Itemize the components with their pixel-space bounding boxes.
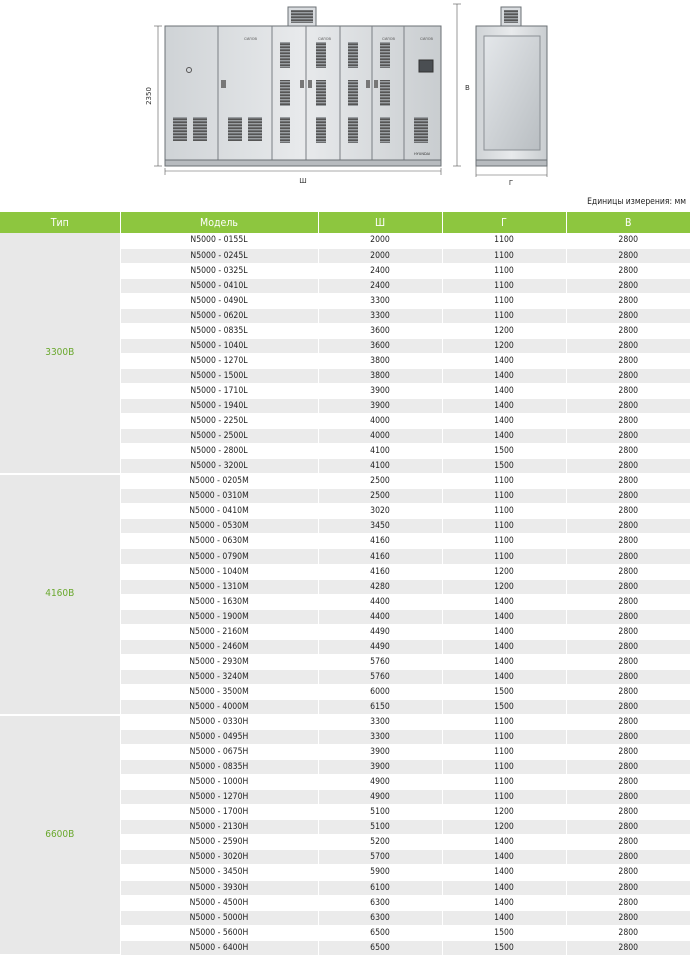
height-cell: 2800: [566, 564, 690, 579]
width-cell: 3800: [318, 353, 442, 368]
model-cell: N5000 - 0835L: [120, 323, 318, 338]
voltage-type-cell: 4160В: [0, 474, 120, 715]
width-cell: 4490: [318, 624, 442, 639]
model-cell: N5000 - 1630M: [120, 594, 318, 609]
width-cell: 4900: [318, 775, 442, 790]
height-cell: 2800: [566, 609, 690, 624]
model-cell: N5000 - 0410M: [120, 504, 318, 519]
depth-cell: 1100: [442, 549, 566, 564]
model-cell: N5000 - 3450H: [120, 865, 318, 880]
height-cell: 2800: [566, 519, 690, 534]
height-cell: 2800: [566, 805, 690, 820]
model-cell: N5000 - 2590H: [120, 835, 318, 850]
width-cell: 4160: [318, 534, 442, 549]
depth-cell: 1100: [442, 263, 566, 278]
depth-cell: 1100: [442, 519, 566, 534]
model-cell: N5000 - 0490L: [120, 293, 318, 308]
height-cell: 2800: [566, 624, 690, 639]
height-cell: 2800: [566, 248, 690, 263]
depth-cell: 1100: [442, 790, 566, 805]
model-cell: N5000 - 1040M: [120, 564, 318, 579]
depth-cell: 1400: [442, 594, 566, 609]
height-cell: 2800: [566, 760, 690, 775]
depth-cell: 1100: [442, 248, 566, 263]
model-cell: N5000 - 4500H: [120, 895, 318, 910]
width-cell: 3300: [318, 715, 442, 730]
front-view: [165, 7, 441, 166]
width-cell: 3300: [318, 730, 442, 745]
model-cell: N5000 - 1500L: [120, 368, 318, 383]
depth-cell: 1400: [442, 895, 566, 910]
height-cell: 2800: [566, 474, 690, 489]
width-cell: 3900: [318, 399, 442, 414]
depth-cell: 1400: [442, 910, 566, 925]
height-cell: 2800: [566, 323, 690, 338]
width-cell: 4160: [318, 564, 442, 579]
width-cell: 2400: [318, 278, 442, 293]
depth-cell: 1400: [442, 399, 566, 414]
side-view: [476, 7, 547, 166]
height-cell: 2800: [566, 233, 690, 248]
height-cell: 2800: [566, 715, 690, 730]
height-cell: 2800: [566, 459, 690, 474]
depth-cell: 1400: [442, 414, 566, 429]
model-cell: N5000 - 1940L: [120, 399, 318, 414]
depth-cell: 1100: [442, 534, 566, 549]
depth-cell: 1100: [442, 775, 566, 790]
width-cell: 6500: [318, 940, 442, 955]
table-header-row: [0, 212, 690, 233]
depth-cell: 1400: [442, 609, 566, 624]
width-cell: 5700: [318, 850, 442, 865]
model-cell: N5000 - 3240M: [120, 669, 318, 684]
model-cell: N5000 - 0245L: [120, 248, 318, 263]
model-cell: N5000 - 1310M: [120, 579, 318, 594]
height-cell: 2800: [566, 639, 690, 654]
depth-cell: 1400: [442, 624, 566, 639]
depth-cell: 1200: [442, 564, 566, 579]
model-cell: N5000 - 1000H: [120, 775, 318, 790]
height-cell: 2800: [566, 414, 690, 429]
width-cell: 4000: [318, 414, 442, 429]
model-cell: N5000 - 5000H: [120, 910, 318, 925]
model-cell: N5000 - 6400H: [120, 940, 318, 955]
brand-logo-text: HYUNDAI: [414, 152, 431, 156]
width-cell: 3020: [318, 504, 442, 519]
table-row: [0, 233, 690, 248]
height-cell: 2800: [566, 835, 690, 850]
header-height: В: [566, 212, 690, 233]
depth-cell: 1200: [442, 579, 566, 594]
depth-cell: 1500: [442, 925, 566, 940]
width-cell: 3450: [318, 519, 442, 534]
depth-cell: 1100: [442, 504, 566, 519]
header-model: Модель: [120, 212, 318, 233]
width-cell: 2400: [318, 263, 442, 278]
width-cell: 6300: [318, 895, 442, 910]
voltage-type-cell: 3300В: [0, 233, 120, 474]
model-cell: N5000 - 0310M: [120, 489, 318, 504]
width-cell: 3900: [318, 383, 442, 398]
model-cell: N5000 - 1040L: [120, 338, 318, 353]
height-cell: 2800: [566, 308, 690, 323]
height-cell: 2800: [566, 594, 690, 609]
width-cell: 4400: [318, 594, 442, 609]
model-cell: N5000 - 0835H: [120, 760, 318, 775]
width-cell: 5900: [318, 865, 442, 880]
width-cell: 4160: [318, 549, 442, 564]
height-cell: 2800: [566, 865, 690, 880]
depth-cell: 1400: [442, 429, 566, 444]
height-cell: 2800: [566, 880, 690, 895]
dimension-height-label: 2350: [145, 87, 153, 105]
units-note: Единицы измерения: мм: [587, 197, 686, 207]
width-cell: 3900: [318, 760, 442, 775]
height-cell: 2800: [566, 940, 690, 955]
width-cell: 3300: [318, 293, 442, 308]
height-cell: 2800: [566, 429, 690, 444]
height-cell: 2800: [566, 775, 690, 790]
dimension-width-label: Ш: [299, 177, 307, 185]
model-cell: N5000 - 0205M: [120, 474, 318, 489]
model-cell: N5000 - 2930M: [120, 654, 318, 669]
width-cell: 4490: [318, 639, 442, 654]
model-cell: N5000 - 1700H: [120, 805, 318, 820]
width-cell: 3800: [318, 368, 442, 383]
width-cell: 2000: [318, 248, 442, 263]
height-cell: 2800: [566, 699, 690, 714]
header-width: Ш: [318, 212, 442, 233]
panel-label-2: СИЛОВ: [318, 37, 331, 41]
depth-cell: 1200: [442, 820, 566, 835]
height-cell: 2800: [566, 745, 690, 760]
height-cell: 2800: [566, 504, 690, 519]
panel-label-1: СИЛОВ: [244, 37, 257, 41]
height-cell: 2800: [566, 353, 690, 368]
model-cell: N5000 - 2160M: [120, 624, 318, 639]
height-cell: 2800: [566, 895, 690, 910]
width-cell: 5760: [318, 654, 442, 669]
model-cell: N5000 - 5600H: [120, 925, 318, 940]
height-cell: 2800: [566, 368, 690, 383]
model-cell: N5000 - 2500L: [120, 429, 318, 444]
width-cell: 4900: [318, 790, 442, 805]
dimension-total-height-label: В: [465, 84, 470, 92]
depth-cell: 1500: [442, 940, 566, 955]
height-cell: 2800: [566, 820, 690, 835]
depth-cell: 1100: [442, 293, 566, 308]
depth-cell: 1400: [442, 669, 566, 684]
model-cell: N5000 - 1270L: [120, 353, 318, 368]
depth-cell: 1400: [442, 368, 566, 383]
width-cell: 6100: [318, 880, 442, 895]
model-cell: N5000 - 2250L: [120, 414, 318, 429]
depth-cell: 1400: [442, 639, 566, 654]
model-cell: N5000 - 0630M: [120, 534, 318, 549]
width-cell: 4100: [318, 444, 442, 459]
width-cell: 4100: [318, 459, 442, 474]
depth-cell: 1400: [442, 850, 566, 865]
model-cell: N5000 - 3020H: [120, 850, 318, 865]
depth-cell: 1500: [442, 444, 566, 459]
depth-cell: 1100: [442, 233, 566, 248]
height-cell: 2800: [566, 383, 690, 398]
model-cell: N5000 - 3200L: [120, 459, 318, 474]
model-cell: N5000 - 2800L: [120, 444, 318, 459]
height-cell: 2800: [566, 263, 690, 278]
depth-cell: 1400: [442, 353, 566, 368]
width-cell: 3300: [318, 308, 442, 323]
header-type: Тип: [0, 212, 120, 233]
width-cell: 6150: [318, 699, 442, 714]
height-cell: 2800: [566, 278, 690, 293]
model-cell: N5000 - 0675H: [120, 745, 318, 760]
spec-table: [0, 212, 690, 956]
height-cell: 2800: [566, 790, 690, 805]
model-cell: N5000 - 1270H: [120, 790, 318, 805]
model-cell: N5000 - 0410L: [120, 278, 318, 293]
width-cell: 4280: [318, 579, 442, 594]
depth-cell: 1100: [442, 730, 566, 745]
header-depth: Г: [442, 212, 566, 233]
depth-cell: 1500: [442, 459, 566, 474]
depth-cell: 1400: [442, 865, 566, 880]
table-row: [0, 474, 690, 489]
model-cell: N5000 - 1900M: [120, 609, 318, 624]
height-cell: 2800: [566, 579, 690, 594]
table-row: [0, 715, 690, 730]
width-cell: 5100: [318, 805, 442, 820]
height-cell: 2800: [566, 444, 690, 459]
width-cell: 3600: [318, 323, 442, 338]
panel-label-3: СИЛОВ: [382, 37, 395, 41]
model-cell: N5000 - 2130H: [120, 820, 318, 835]
width-cell: 3600: [318, 338, 442, 353]
depth-cell: 1100: [442, 489, 566, 504]
model-cell: N5000 - 0325L: [120, 263, 318, 278]
width-cell: 4400: [318, 609, 442, 624]
width-cell: 2000: [318, 233, 442, 248]
depth-cell: 1100: [442, 474, 566, 489]
width-cell: 2500: [318, 474, 442, 489]
width-cell: 5100: [318, 820, 442, 835]
depth-cell: 1500: [442, 699, 566, 714]
depth-cell: 1400: [442, 880, 566, 895]
width-cell: 6300: [318, 910, 442, 925]
width-cell: 4000: [318, 429, 442, 444]
depth-cell: 1100: [442, 760, 566, 775]
model-cell: N5000 - 0790M: [120, 549, 318, 564]
width-cell: 5760: [318, 669, 442, 684]
model-cell: N5000 - 1710L: [120, 383, 318, 398]
voltage-type-cell: 6600В: [0, 715, 120, 956]
model-cell: N5000 - 3930H: [120, 880, 318, 895]
width-cell: 6500: [318, 925, 442, 940]
depth-cell: 1100: [442, 715, 566, 730]
depth-cell: 1100: [442, 278, 566, 293]
model-cell: N5000 - 0495H: [120, 730, 318, 745]
depth-cell: 1200: [442, 805, 566, 820]
height-cell: 2800: [566, 654, 690, 669]
height-cell: 2800: [566, 293, 690, 308]
panel-label-4: СИЛОВ: [420, 37, 433, 41]
depth-cell: 1100: [442, 308, 566, 323]
height-cell: 2800: [566, 489, 690, 504]
depth-cell: 1200: [442, 338, 566, 353]
table-body: [0, 233, 690, 955]
model-cell: N5000 - 0620L: [120, 308, 318, 323]
height-cell: 2800: [566, 534, 690, 549]
height-cell: 2800: [566, 925, 690, 940]
height-cell: 2800: [566, 669, 690, 684]
depth-cell: 1400: [442, 383, 566, 398]
model-cell: N5000 - 2460M: [120, 639, 318, 654]
model-cell: N5000 - 4000M: [120, 699, 318, 714]
width-cell: 3900: [318, 745, 442, 760]
height-cell: 2800: [566, 338, 690, 353]
depth-cell: 1400: [442, 835, 566, 850]
model-cell: N5000 - 0530M: [120, 519, 318, 534]
dimension-depth-label: Г: [508, 179, 514, 187]
height-cell: 2800: [566, 730, 690, 745]
width-cell: 6000: [318, 684, 442, 699]
depth-cell: 1400: [442, 654, 566, 669]
cabinet-drawing: [0, 0, 690, 190]
model-cell: N5000 - 0330H: [120, 715, 318, 730]
depth-cell: 1500: [442, 684, 566, 699]
height-cell: 2800: [566, 684, 690, 699]
height-cell: 2800: [566, 549, 690, 564]
width-cell: 5200: [318, 835, 442, 850]
depth-cell: 1200: [442, 323, 566, 338]
model-cell: N5000 - 0155L: [120, 233, 318, 248]
height-cell: 2800: [566, 910, 690, 925]
height-cell: 2800: [566, 850, 690, 865]
model-cell: N5000 - 3500M: [120, 684, 318, 699]
height-cell: 2800: [566, 399, 690, 414]
width-cell: 2500: [318, 489, 442, 504]
depth-cell: 1100: [442, 745, 566, 760]
